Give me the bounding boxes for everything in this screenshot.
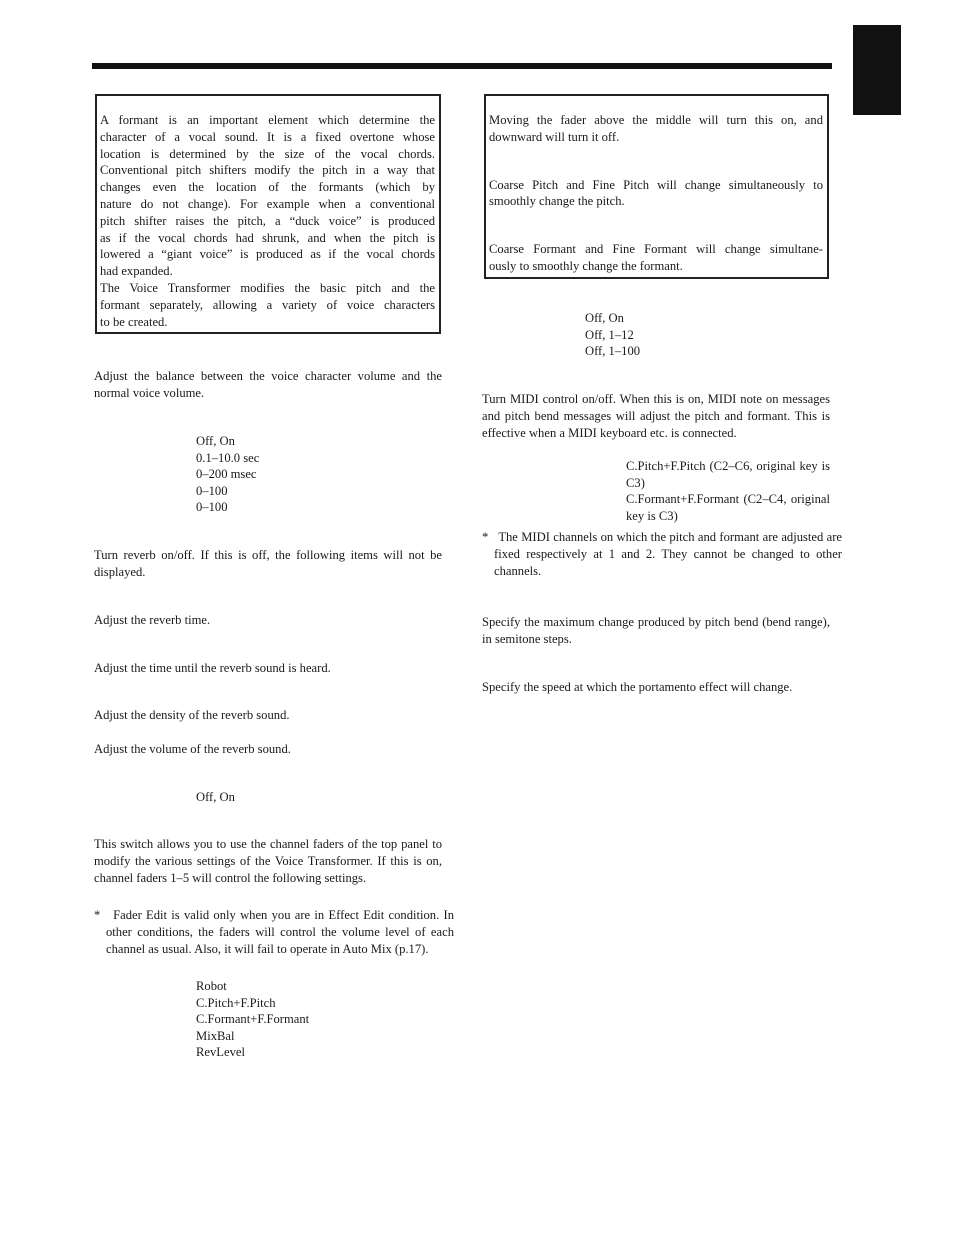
box-line: ously to smoothly change the formant. [489,258,683,273]
box-line: Moving the fader above the middle will turn this on, and [489,113,823,127]
fader-assign-item: C.Formant+F.Formant [196,1012,310,1027]
formant-line: had expanded. [100,264,173,279]
reverb-onoff-description: Turn reverb on/off. If this is off, the following items will not be displayed. [94,548,442,579]
box-line: smoothly change the pitch. [489,194,625,209]
midi-value-list [585,310,640,360]
fader-function-box [484,94,829,279]
note-asterisk: * [482,530,489,544]
fader-edit-note [94,907,454,957]
formant-line: A formant is an important element which determine the [100,113,435,127]
midi-onoff-value: Off, On [585,311,624,325]
box-line: Coarse Pitch and Fine Pitch will change simultaneously to [489,177,823,192]
formant-info-box [95,94,441,334]
fader-assign-item: MixBal [196,1028,235,1043]
predelay-description: Adjust the time until the reverb sound is heard. [94,661,331,675]
reverb-time-value: 0.1–10.0 sec [196,450,260,465]
box-line: Coarse Formant and Fine Formant will change simultane- [489,242,823,257]
portamento-description: Specify the speed at which the portamento effect will change. [482,680,793,694]
density-value: 0–100 [196,483,228,498]
fader-assign-item: C.Pitch+F.Pitch [196,995,276,1010]
predelay-value: 0–200 msec [196,467,257,482]
formant-line: changes even the location of the formants (which by [100,180,435,195]
box-line: downward will turn it off. [489,129,620,144]
fader-assign-list [196,978,309,1061]
fader-edit-description: This switch allows you to use the channel faders of the top panel to modify the various settings of the Voice Transformer. If this is on, channel faders 1–5 will control the following settings. [94,837,442,885]
level-value: 0–100 [196,500,228,515]
midi-description: Turn MIDI control on/off. When this is on, MIDI note on messages and pitch bend messages will adjust the pitch and formant. This is effective when a MIDI keyboard etc. is connected. [482,392,830,440]
reverb-time-description: Adjust the reverb time. [94,613,211,627]
note-asterisk: * [94,908,101,922]
fader-assign-item: Robot [196,979,227,993]
midi-bend-range-value: Off, 1–12 [585,327,634,342]
formant-line: formant separately, allowing a variety of voice characters [100,297,435,312]
midi-channel-note [482,529,842,579]
header-rule [92,63,832,69]
fader-assign-item: RevLevel [196,1045,245,1060]
formant-line: location is determined by the size of the vocal chords. [100,146,435,161]
density-description: Adjust the density of the reverb sound. [94,708,290,722]
midi-channel-formant: C.Formant+F.Formant (C2–C4, original key is C3) [626,492,830,523]
mixbal-description: Adjust the balance between the voice character volume and the normal voice volume. [94,369,442,400]
reverb-value-list [196,433,259,516]
formant-line: character of a vocal sound. It is a fixed overtone whose [100,129,435,144]
midi-channel-pitch: C.Pitch+F.Pitch (C2–C6, original key is C3) [626,459,830,490]
bend-range-description: Specify the maximum change produced by pitch bend (bend range), in semitone steps. [482,615,830,646]
formant-line: nature do not change). For example when a conventional [100,196,435,211]
formant-line: The Voice Transformer modifies the basic pitch and the [100,280,435,295]
fader-edit-value: Off, On [196,790,235,804]
formant-line: as if the vocal chords had shrunk, and when the pitch is [100,230,435,245]
formant-line: lowered a “giant voice” is produced as if the vocal chords [100,247,435,262]
level-description: Adjust the volume of the reverb sound. [94,742,291,756]
section-tab [853,25,901,115]
midi-note-text: The MIDI channels on which the pitch and formant are adjusted are fixed respectively at 1 and 2. They cannot be changed to other channels. [494,530,843,578]
formant-line: to be created. [100,314,168,329]
reverb-onoff-value: Off, On [196,434,235,448]
fader-note-text: Fader Edit is valid only when you are in Effect Edit condition. In other conditions, the faders will control the volume level of each channel as usual. Also, it will fail to operate in Auto Mix (p.17). [106,908,455,956]
formant-line: Conventional pitch shifters modify the pitch in a way that [100,163,435,178]
midi-portamento-value: Off, 1–100 [585,344,641,359]
formant-line: pitch shifter raises the pitch, a “duck voice” is produced [100,213,435,228]
